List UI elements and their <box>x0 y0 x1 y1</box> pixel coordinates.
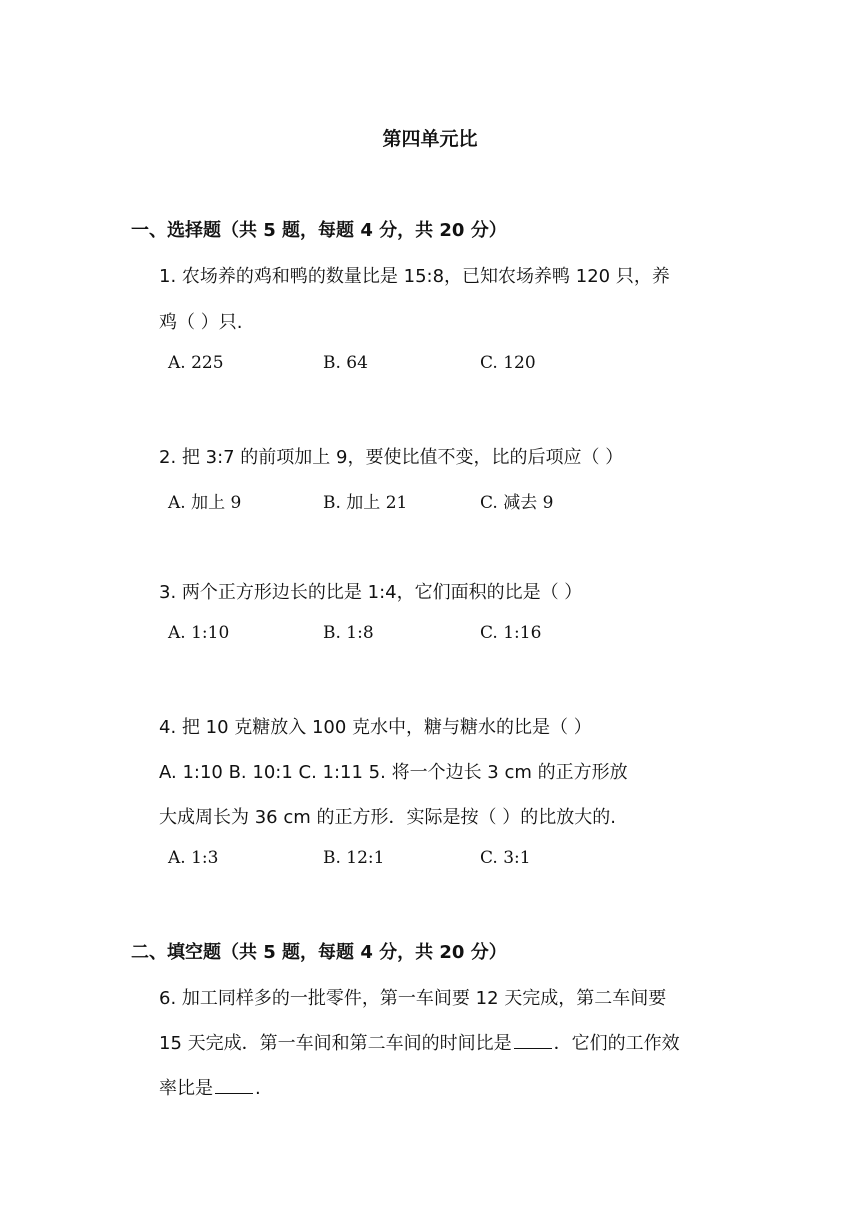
question-6-line-3-text-b: . <box>255 1078 261 1099</box>
question-5-option-a: A. 1:3 <box>168 848 219 868</box>
answer-blank-time-ratio[interactable] <box>514 1047 552 1049</box>
question-2-line-1: 2. 把 3:7 的前项加上 9，要使比值不变，比的后项应（ ） <box>159 447 624 468</box>
question-1-option-b: B. 64 <box>323 353 368 373</box>
question-2-option-c: C. 减去 9 <box>480 493 554 513</box>
question-2-option-a: A. 加上 9 <box>168 493 242 513</box>
question-4-line-1: 4. 把 10 克糖放入 100 克水中，糖与糖水的比是（ ） <box>159 717 592 738</box>
question-2-option-b: B. 加上 21 <box>323 493 408 513</box>
question-1-option-c: C. 120 <box>480 353 536 373</box>
answer-blank-efficiency-ratio[interactable] <box>215 1092 253 1094</box>
question-6-line-3-text-a: 率比是 <box>159 1078 213 1099</box>
question-5-option-c: C. 3:1 <box>480 848 531 868</box>
question-3-option-a: A. 1:10 <box>168 623 230 643</box>
question-3-option-c: C. 1:16 <box>480 623 542 643</box>
question-5-option-b: B. 12:1 <box>323 848 385 868</box>
question-6-line-2 <box>159 1029 680 1055</box>
question-6-line-2-text-a: 15 天完成．第一车间和第二车间的时间比是 <box>159 1033 512 1054</box>
question-6-line-3 <box>159 1074 261 1100</box>
question-1-option-a: A. 225 <box>168 353 224 373</box>
section-heading-choice: 一、选择题（共 5 题，每题 4 分，共 20 分） <box>131 220 507 241</box>
section-heading-fill: 二、填空题（共 5 题，每题 4 分，共 20 分） <box>131 942 507 963</box>
question-1-line-1: 1. 农场养的鸡和鸭的数量比是 15:8，已知农场养鸭 120 只，养 <box>159 266 670 287</box>
question-6-line-1: 6. 加工同样多的一批零件，第一车间要 12 天完成，第二车间要 <box>159 988 667 1009</box>
page-title: 第四单元比 <box>382 128 478 150</box>
question-3-option-b: B. 1:8 <box>323 623 374 643</box>
question-3-line-1: 3. 两个正方形边长的比是 1:4，它们面积的比是（ ） <box>159 582 583 603</box>
question-1-line-2: 鸡（ ）只. <box>159 312 243 333</box>
question-6-line-2-text-b: ．它们的工作效 <box>553 1033 680 1054</box>
question-4-line-2: A. 1:10 B. 10:1 C. 1:11 5. 将一个边长 3 cm 的正方形放 <box>159 762 628 783</box>
question-5-line-2: 大成周长为 36 cm 的正方形．实际是按（ ）的比放大的. <box>159 807 616 828</box>
